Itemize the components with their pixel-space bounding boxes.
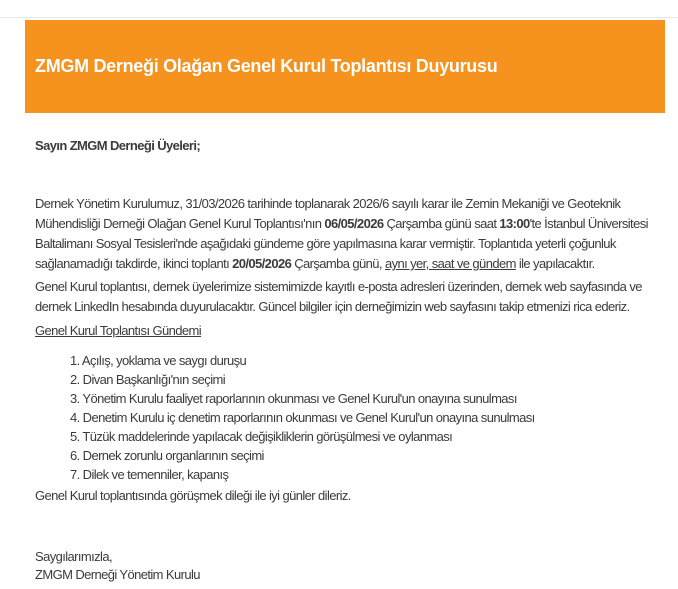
paragraph-line xyxy=(35,214,667,234)
paragraph-line xyxy=(35,234,667,254)
greeting: Sayın ZMGM Derneği Üyeleri; xyxy=(35,138,201,153)
text-segment: Baltalimanı Sosyal Tesisleri'nde aşağıdaki gündeme göre yapılmasına karar vermiştir. Toplantıda yeterli çoğunluk xyxy=(35,236,616,251)
signoff-regards: Saygılarımızla, xyxy=(35,549,112,564)
text-segment: Çarşamba günü, xyxy=(291,256,385,271)
closing-paragraph: Genel Kurul toplantısında görüşmek dileği ile iyi günler dileriz. xyxy=(35,488,351,503)
agenda-item: 7. Dilek ve temenniler, kapanış xyxy=(70,467,229,482)
text-segment: Mühendisliği Derneği Olağan Genel Kurul Toplantısı'nın xyxy=(35,216,325,231)
meeting-date-second: 20/05/2026 xyxy=(232,256,292,271)
text-segment: ile yapılacaktır. xyxy=(515,256,595,271)
agenda-item: 3. Yönetim Kurulu faaliyet raporlarının okunması ve Genel Kurul'un onayına sunulması xyxy=(70,391,517,406)
text-segment: 'te İstanbul Üniversitesi xyxy=(529,216,648,231)
text-segment: sağlanamadığı takdirde, ikinci toplantı xyxy=(35,256,233,271)
meeting-date-first: 06/05/2026 xyxy=(324,216,384,231)
top-divider xyxy=(0,17,678,18)
agenda-item: 2. Divan Başkanlığı'nın seçimi xyxy=(70,372,226,387)
text-segment: Dernek Yönetim Kurulumuz, 31/03/2026 tarihinde toplanarak 2026/6 sayılı karar ile Zemin Mekaniği ve Geoteknik xyxy=(35,196,621,211)
agenda-item: 1. Açılış, yoklama ve saygı duruşu xyxy=(70,353,247,368)
paragraph-line xyxy=(35,254,667,274)
agenda-item: 4. Denetim Kurulu iç denetim raporlarının okunması ve Genel Kurul'un onayına sunulması xyxy=(70,410,535,425)
paragraph-line: Genel Kurul toplantısı, dernek üyelerimize sistemimizde kayıtlı e-posta adresleri üzerinden, dernek web sayfasında ve xyxy=(35,279,642,294)
signoff xyxy=(35,548,667,584)
meeting-time: 13:00 xyxy=(499,216,530,231)
paragraph-announcement-channels xyxy=(35,277,667,317)
announcement-banner xyxy=(25,20,665,113)
paragraph-line: dernek LinkedIn hesabında duyurulacaktır. Güncel bilgiler için derneğimizin web sayfasını takip etmenizi rica ederiz. xyxy=(35,299,630,314)
agenda-heading: Genel Kurul Toplantısı Gündemi xyxy=(35,323,202,338)
agenda-item: 5. Tüzük maddelerinde yapılacak değişikliklerin görüşülmesi ve oylanması xyxy=(70,429,453,444)
same-place-time-agenda-underline: aynı yer, saat ve gündem xyxy=(384,256,516,271)
paragraph-meeting-decision xyxy=(35,194,667,274)
agenda-item: 6. Dernek zorunlu organlarının seçimi xyxy=(70,448,264,463)
paragraph-line xyxy=(35,194,667,214)
banner-title: ZMGM Derneği Olağan Genel Kurul Toplantısı Duyurusu xyxy=(35,56,498,76)
signoff-board: ZMGM Derneği Yönetim Kurulu xyxy=(35,567,200,582)
text-segment: Çarşamba günü saat xyxy=(383,216,500,231)
email-body xyxy=(35,113,667,584)
agenda-list xyxy=(70,351,667,484)
